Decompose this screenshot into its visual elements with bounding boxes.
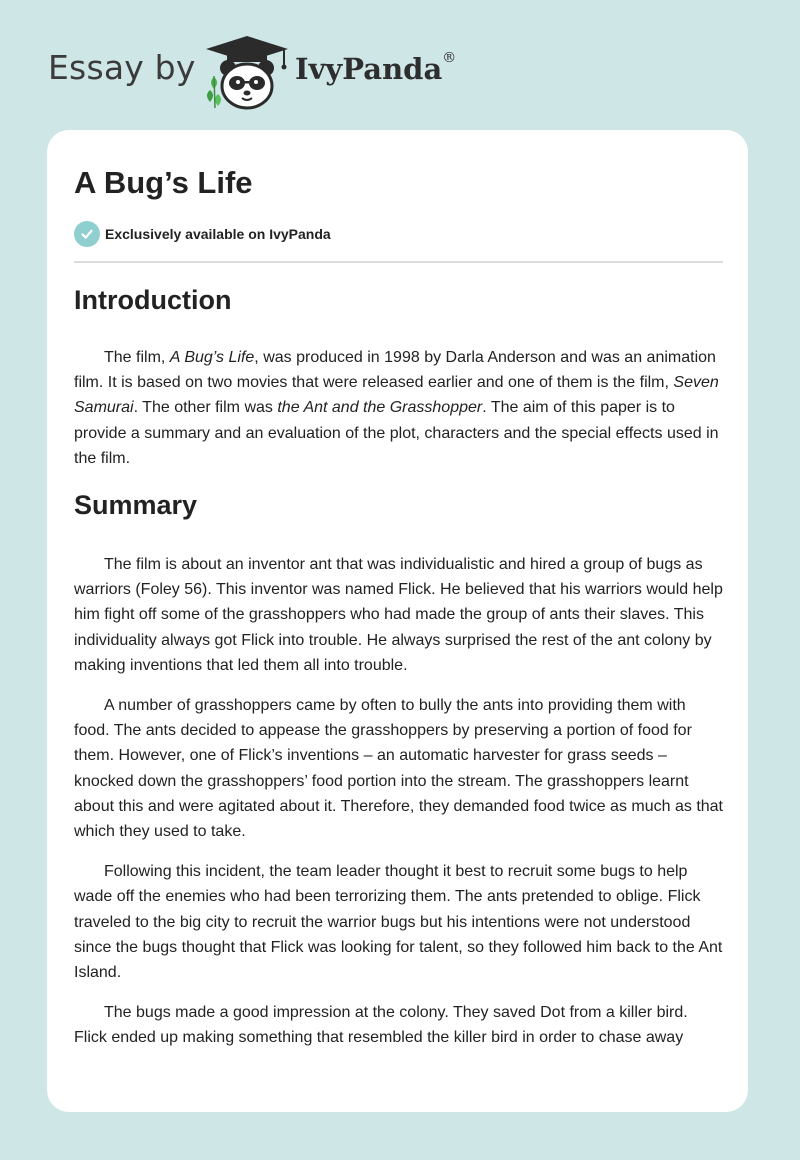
essay-title: A Bug’s Life <box>74 165 253 200</box>
film-title: A Bug’s Life <box>169 349 255 366</box>
essay-card <box>47 130 748 1112</box>
exclusive-badge <box>74 221 331 247</box>
essay-body <box>74 282 723 1066</box>
summary-paragraph: The film is about an inventor ant that was individualistic and hired a group of bugs as warriors (Foley 56). This inventor was named Flick. He believed that his warriors would help him fight off some of the grasshoppers who had made the group of ants their slaves. This individuality always got Flick into trouble. He always surprised the rest of the ant colony by making inventions that led them all into trouble. <box>74 556 723 674</box>
text-run: . The other film was <box>133 399 278 417</box>
brand-name-text: IvyPanda <box>295 52 443 86</box>
summary-paragraph: Following this incident, the team leader thought it best to recruit some bugs to help wade off the enemies who had been terrorizing them. The ants pretended to oblige. Flick traveled to the big city to recruit the warrior bugs but his intentions were not understood since the bugs thought that Flick was looking for talent, so they followed him back to the Ant Island. <box>74 863 723 982</box>
brand-prefix: Essay by <box>48 48 196 87</box>
intro-paragraph <box>74 345 723 471</box>
summary-paragraph: A number of grasshoppers came by often to bully the ants into providing them with food. The ants decided to appease the grasshoppers by preserving a portion of food for them. However, one of Flick’s inventions – an automatic harvester for grass seeds – knocked down the grasshoppers’ food portion into the stream. The grasshoppers learnt about this and were agitated about it. Therefore, they demanded food twice as much as that which they used to take. <box>74 697 723 841</box>
exclusive-badge-label: Exclusively available on IvyPanda <box>105 226 331 242</box>
panda-logo-icon[interactable] <box>200 32 294 112</box>
film-title: the Ant and the Grasshopper <box>277 399 483 417</box>
film-title: Seven Samurai <box>74 374 719 417</box>
section-heading-summary: Summary <box>74 490 198 521</box>
title-divider <box>74 261 723 263</box>
brand-header <box>48 30 508 114</box>
text-run: . The aim of this paper is to provide a summary and an evaluation of the plot, characters and the special effects used in the film. <box>74 399 719 467</box>
text-run: , was produced in 1998 by Darla Anderson and was an animation film. It is based on two movies that were released earlier and one of them is the film, <box>74 349 716 392</box>
registered-mark: ® <box>442 50 457 66</box>
summary-paragraph: The bugs made a good impression at the colony. They saved Dot from a killer bird. Flick ended up making something that resembled the killer bird in order to chase away <box>74 1004 688 1047</box>
check-icon <box>74 221 100 247</box>
brand-name[interactable] <box>295 52 456 86</box>
section-heading-introduction: Introduction <box>74 285 232 315</box>
text-run: The film, <box>104 349 170 366</box>
